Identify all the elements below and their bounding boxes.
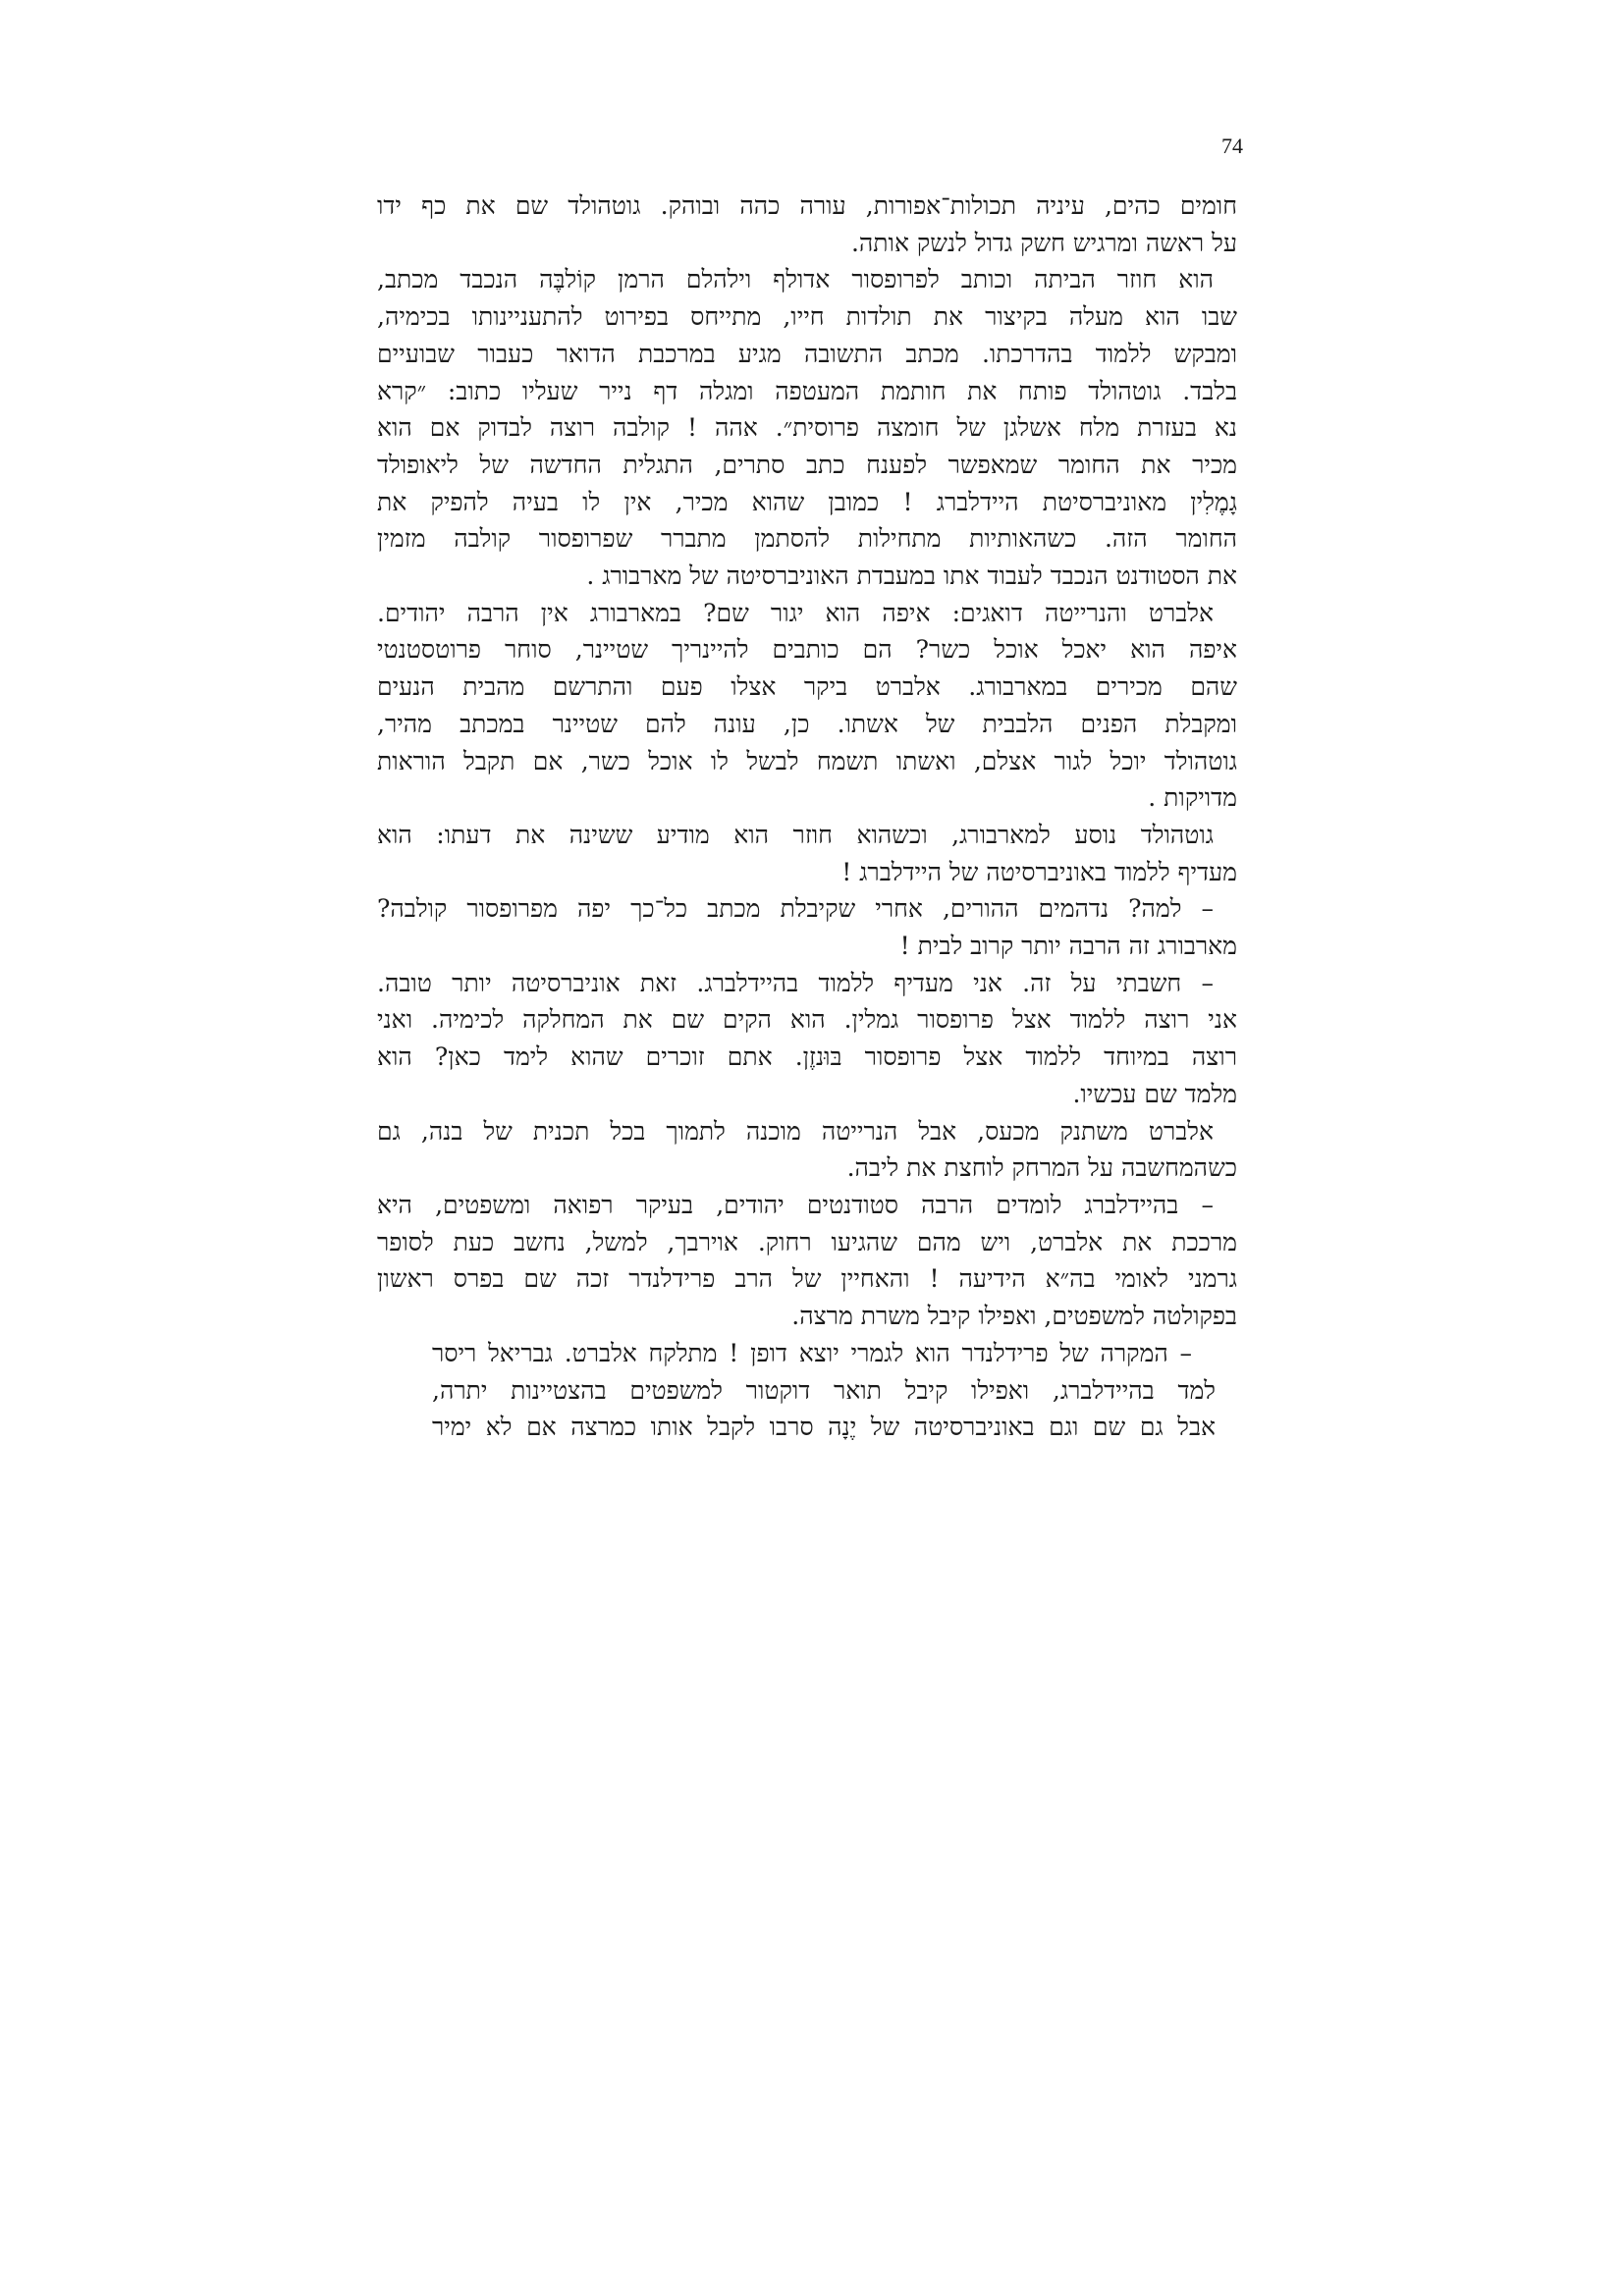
text-line: נא בעזרת מלח אשלגן של חומצה פרוסית״. אהה ! קולבה רוצה לבדוק אם הוא — [377, 413, 1237, 443]
paragraph — [377, 261, 1237, 594]
paragraph — [377, 1113, 1237, 1187]
paragraph — [377, 187, 1237, 261]
text-line: – חשבתי על זה. אני מעדיף ללמוד בהיידלברג. זאת אוניברסיטה יותר טובה. — [377, 968, 1214, 997]
text-line: אבל גם שם וגם באוניברסיטה של יֶנָה סרבו לקבל אותו כמרצה אם לא ימיר — [432, 1413, 1216, 1442]
paragraph — [377, 1335, 1237, 1446]
text-line: מארבורג זה הרבה יותר קרוב לבית ! — [899, 932, 1237, 961]
text-line: ומקבלת הפנים הלבבית של אשתו. כן, עונה להם שטיינר במכתב מהיר, — [377, 709, 1237, 738]
text-line: גוטהולד נוסע למארבורג, וכשהוא חוזר הוא מודיע ששינה את דעתו: הוא — [377, 820, 1214, 849]
text-line: הוא חוזר הביתה וכותב לפרופסור אדולף וילהלם הרמן קוֹלבֶּה הנכבד מכתב, — [377, 265, 1214, 294]
text-line: רוצה במיוחד ללמוד אצל פרופסור בּוּנזֶן. אתם זוכרים שהוא לימד כאן? הוא — [377, 1042, 1237, 1072]
text-line: בלבד. גוטהולד פותח את חותמת המעטפה ומגלה דף נייר שעליו כתוב: ״קרא — [377, 376, 1237, 405]
page-number: 74 — [1221, 133, 1243, 158]
text-line: שהם מכירים במארבורג. אלברט ביקר אצלו פעם והתרשם מהבית הנעים — [377, 672, 1237, 702]
text-line: מדויקות . — [1148, 783, 1237, 813]
paragraph — [377, 1187, 1237, 1335]
text-line: את הסטודנט הנכבד לעבוד אתו במעבדת האוניברסיטה של מארבורג . — [586, 561, 1237, 591]
text-line: גוטהולד יוכל לגור אצלם, ואשתו תשמח לבשל לו אוכל כשר, אם תקבל הוראות — [377, 746, 1237, 775]
text-line: למד בהיידלברג, ואפילו קיבל תואר דוקטור למשפטים בהצטיינות יתרה, — [432, 1375, 1216, 1405]
text-line: מלמד שם עכשיו. — [1072, 1079, 1237, 1108]
text-line: – המקרה של פרידלנדר הוא לגמרי יוצא דופן ! מתלקח אלברט. גבריאל ריסר — [432, 1338, 1192, 1367]
text-line: גָמֶלִין מאוניברסיטת היידלברג ! כמובן שהוא מכיר, אין לו בעיה להפיק את — [377, 487, 1237, 516]
text-line: בפקולטה למשפטים, ואפילו קיבל משרת מרצה. — [791, 1302, 1237, 1331]
text-line: ומבקש ללמוד בהדרכתו. מכתב התשובה מגיע במרכבת הדואר כעבור שבועיים — [377, 339, 1237, 368]
text-line: איפה הוא יאכל אוכל כשר? הם כותבים להיינריך שטיינר, סוחר פרוטסטנטי — [377, 635, 1237, 665]
text-line: שבו הוא מעלה בקיצור את תולדות חייו, מתייחס בפירוט להתעניינותו בכימיה, — [377, 302, 1237, 332]
paragraph — [377, 595, 1237, 817]
text-line: גרמני לאומי בה״א הידיעה ! והאחיין של הרב פרידלנדר זכה שם בפרס ראשון — [377, 1264, 1237, 1294]
text-line: מעדיף ללמוד באוניברסיטה של היידלברג ! — [841, 857, 1237, 886]
text-line: – בהיידלברג לומדים הרבה סטודנטים יהודים, בעיקר רפואה ומשפטים, היא — [377, 1190, 1214, 1219]
text-line: מרככת את אלברט, ויש מהם שהגיעו רחוק. אוירבך, למשל, נחשב כעת לסופר — [377, 1227, 1237, 1256]
text-line: כשהמחשבה על המרחק לוחצת את ליבה. — [846, 1153, 1237, 1183]
text-line: – למה? נדהמים ההורים, אחרי שקיבלת מכתב כל־כך יפה מפרופסור קולבה? — [377, 894, 1214, 924]
text-line: מכיר את החומר שמאפשר לפענח כתב סתרים, התגלית החדשה של ליאופולד — [377, 450, 1237, 479]
paragraph — [377, 965, 1237, 1113]
text-line: אני רוצה ללמוד אצל פרופסור גמלין. הוא הקים שם את המחלקה לכימיה. ואני — [377, 1005, 1237, 1035]
text-line: על ראשה ומרגיש חשק גדול לנשק אותה. — [850, 228, 1237, 257]
body-text — [377, 187, 1237, 1446]
text-line: אלברט משתנק מכעס, אבל הנרייטה מוכנה לתמוך בכל תכנית של בנה, גם — [377, 1116, 1214, 1146]
text-line: החומר הזה. כשהאותיות מתחילות להסתמן מתברר שפרופסור קולבה מזמין — [377, 524, 1237, 554]
text-line: אלברט והנרייטה דואגים: איפה הוא יגור שם? במארבורג אין הרבה יהודים. — [377, 598, 1214, 627]
text-line: חומים כהים, עיניה תכולות־אפורות, עורה כהה ובוהק. גוטהולד שם את כף ידו — [377, 191, 1237, 220]
paragraph — [377, 890, 1237, 964]
paragraph — [377, 817, 1237, 890]
